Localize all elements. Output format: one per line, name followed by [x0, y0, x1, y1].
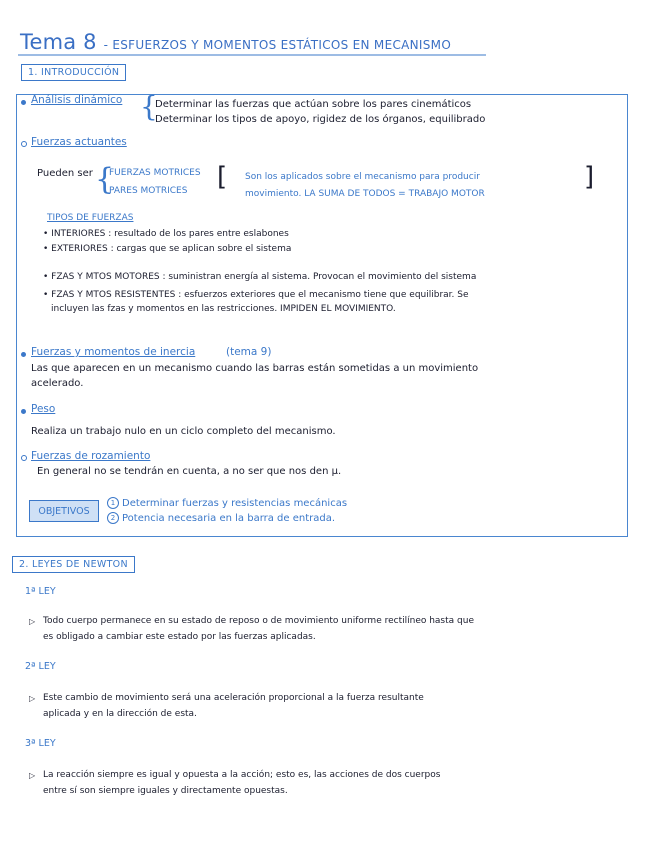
bullet-icon: [21, 455, 27, 461]
tipo-exteriores: • EXTERIORES : cargas que se aplican sobre el sistema: [43, 244, 292, 254]
analisis-heading: Análisis dinámico: [31, 94, 123, 106]
objetivo-2: [107, 512, 335, 524]
motores-line-1-text: FZAS Y MTOS MOTORES : suministran energía al sistema. Provocan el movimiento del sistema: [51, 272, 477, 282]
triangle-icon: ▷: [29, 771, 36, 780]
ley-2-line-2: aplicada y en la dirección de esta.: [43, 709, 197, 719]
tipo-interiores-name: INTERIORES: [51, 229, 106, 239]
number-2-icon: 2: [107, 512, 119, 524]
bullet-icon: [21, 100, 26, 105]
bullet-icon: [21, 141, 27, 147]
bullet-icon: [21, 352, 26, 357]
objetivo-1-text: Determinar fuerzas y resistencias mecánicas: [122, 498, 348, 509]
motores-line-2: • FZAS Y MTOS RESISTENTES : esfuerzos exteriores que el mecanismo tiene que equilibrar. Se: [43, 290, 469, 300]
motores-line-3: incluyen las fzas y momentos en las restricciones. IMPIDEN EL MOVIMIENTO.: [51, 304, 396, 314]
fuerzas-actuantes-heading: Fuerzas actuantes: [31, 136, 127, 148]
inercia-tag: (tema 9): [226, 346, 272, 358]
page-title: [20, 30, 451, 54]
bracket-icon: [: [217, 162, 228, 192]
brace-icon: {: [95, 162, 115, 197]
title-subtitle: - ESFUERZOS Y MOMENTOS ESTÁTICOS EN MECANISMO: [103, 38, 452, 52]
inercia-heading: Fuerzas y momentos de inercia: [31, 346, 196, 358]
pueden-ser-label: Pueden ser: [37, 168, 93, 179]
objetivo-1: [107, 497, 347, 509]
objetivos-box: OBJETIVOS: [29, 500, 99, 522]
ley-3-line-1: La reacción siempre es igual y opuesta a la acción; esto es, las acciones de dos cuerpos: [43, 770, 441, 780]
rozamiento-heading: Fuerzas de rozamiento: [31, 450, 151, 462]
inercia-line-2: acelerado.: [31, 378, 84, 389]
motores-line-2-text: FZAS Y MTOS RESISTENTES : esfuerzos exteriores que el mecanismo tiene que equilibrar. Se: [51, 290, 469, 300]
inercia-line-1: Las que aparecen en un mecanismo cuando las barras están sometidas a un movimiento: [31, 363, 479, 374]
bracket-icon: ]: [584, 162, 595, 192]
bullet-icon: [21, 409, 26, 414]
brace-icon: {: [140, 90, 158, 123]
ley-1-line-1: Todo cuerpo permanece en su estado de reposo o de movimiento uniforme rectilíneo hasta que: [43, 616, 474, 626]
fuerzas-note-line-1: Son los aplicados sobre el mecanismo para producir: [245, 172, 480, 182]
tipo-interiores-desc: : resultado de los pares entre eslabones: [108, 229, 289, 239]
ley-3-line-2: entre sí son siempre iguales y directamente opuestas.: [43, 786, 288, 796]
number-1-icon: 1: [107, 497, 119, 509]
option-fuerzas-motrices: FUERZAS MOTRICES: [109, 168, 201, 178]
title-underline: [18, 53, 488, 57]
peso-line: Realiza un trabajo nulo en un ciclo completo del mecanismo.: [31, 426, 336, 437]
ley-1-line-2: es obligado a cambiar este estado por las fuerzas aplicadas.: [43, 632, 316, 642]
option-pares-motrices: PARES MOTRICES: [109, 186, 188, 196]
analisis-line-1: Determinar las fuerzas que actúan sobre los pares cinemáticos: [155, 99, 472, 110]
section-leyes-label: 2. LEYES DE NEWTON: [12, 556, 135, 573]
fuerzas-note-line-2: movimiento. LA SUMA DE TODOS = TRABAJO MOTOR: [245, 189, 485, 199]
ley-1-name: 1ª LEY: [25, 586, 56, 597]
analisis-line-2: Determinar los tipos de apoyo, rigidez de los órganos, equilibrado: [155, 114, 486, 125]
title-main: Tema 8: [20, 30, 97, 54]
ley-2-line-1: Este cambio de movimiento será una aceleración proporcional a la fuerza resultante: [43, 693, 424, 703]
ley-2-name: 2ª LEY: [25, 661, 56, 672]
tipo-exteriores-name: EXTERIORES: [51, 244, 108, 254]
triangle-icon: ▷: [29, 694, 36, 703]
motores-line-1: • FZAS Y MTOS MOTORES : suministran energía al sistema. Provocan el movimiento del sistema: [43, 272, 477, 282]
objetivo-2-text: Potencia necesaria en la barra de entrada.: [122, 513, 336, 524]
rozamiento-line: En general no se tendrán en cuenta, a no ser que nos den μ.: [37, 466, 342, 477]
tipo-exteriores-desc: : cargas que se aplican sobre el sistema: [110, 244, 292, 254]
section-introduccion-label: 1. INTRODUCCIÓN: [21, 64, 126, 81]
triangle-icon: ▷: [29, 617, 36, 626]
peso-heading: Peso: [31, 403, 56, 415]
ley-3-name: 3ª LEY: [25, 738, 56, 749]
tipo-interiores: • INTERIORES : resultado de los pares entre eslabones: [43, 229, 289, 239]
tipos-fuerzas-heading: TIPOS DE FUERZAS: [47, 213, 134, 223]
